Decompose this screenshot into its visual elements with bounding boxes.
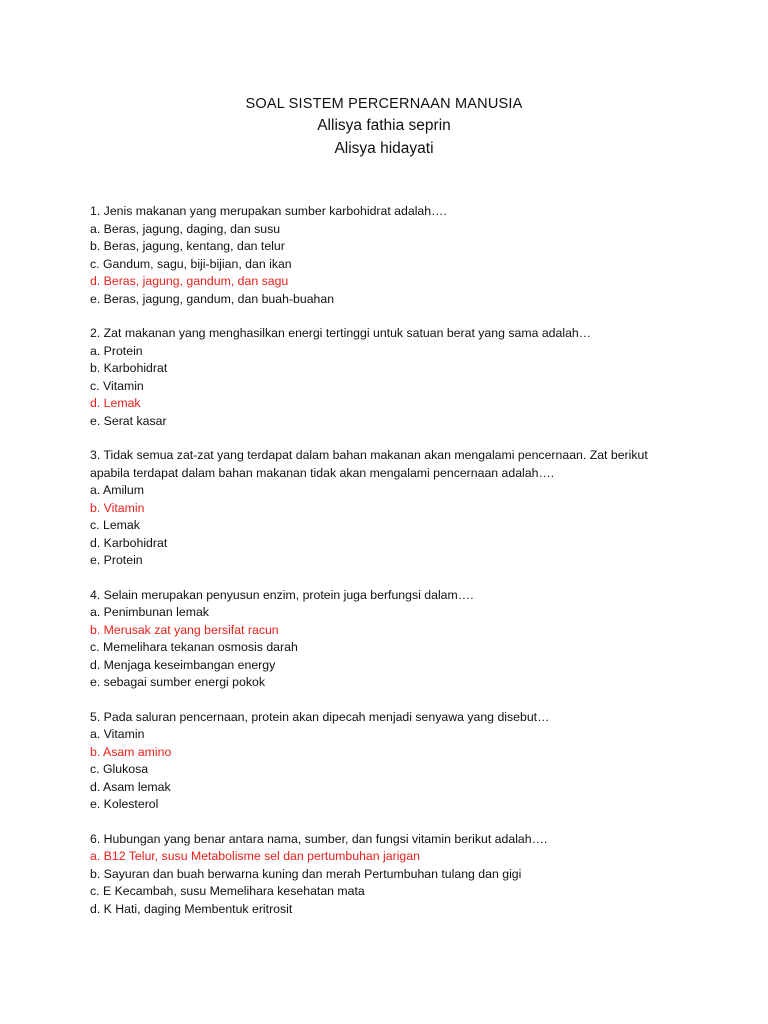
answer-option: b. Beras, jagung, kentang, dan telur bbox=[90, 239, 285, 253]
answer-option: c. Gandum, sagu, biji-bijian, dan ikan bbox=[90, 256, 292, 271]
answer-option: e. Kolesterol bbox=[90, 797, 159, 811]
answer-option: e. Serat kasar bbox=[90, 413, 167, 428]
question-stem: 4. Selain merupakan penyusun enzim, protein juga berfungsi dalam…. bbox=[90, 587, 474, 602]
answer-option: a. Protein bbox=[90, 343, 143, 358]
answer-option: c. Vitamin bbox=[90, 378, 144, 393]
question-6 bbox=[90, 831, 690, 919]
answer-option: a. Amilum bbox=[90, 483, 144, 497]
answer-option: a. Beras, jagung, daging, dan susu bbox=[90, 221, 281, 236]
answer-option: b. Karbohidrat bbox=[90, 361, 168, 375]
document-header bbox=[0, 94, 768, 160]
author-name: Allisya fathia seprin bbox=[317, 117, 451, 134]
author-name: Alisya hidayati bbox=[334, 140, 434, 157]
question-stem: 2. Zat makanan yang menghasilkan energi tertinggi untuk satuan berat yang sama adalah… bbox=[90, 326, 592, 340]
answer-option: d. Menjaga keseimbangan energy bbox=[90, 657, 276, 672]
document-title: SOAL SISTEM PERCERNAAN MANUSIA bbox=[245, 96, 523, 112]
question-stem: 3. Tidak semua zat-zat yang terdapat dalam bahan makanan akan mengalami pencernaan. Zat berikut apabila terdapat dalam bahan makanan tidak akan mengalami pencernaan adalah…. bbox=[90, 448, 648, 480]
question-stem: 5. Pada saluran pencernaan, protein akan dipecah menjadi senyawa yang disebut… bbox=[90, 709, 550, 724]
correct-answer-option: a. B12 Telur, susu Metabolisme sel dan pertumbuhan jarigan bbox=[90, 849, 420, 863]
answer-option: d. Karbohidrat bbox=[90, 535, 168, 550]
answer-option: d. Asam lemak bbox=[90, 779, 171, 794]
answer-option: c. E Kecambah, susu Memelihara kesehatan mata bbox=[90, 884, 365, 898]
correct-answer-option: b. Merusak zat yang bersifat racun bbox=[90, 622, 279, 637]
question-list bbox=[90, 203, 690, 935]
question-2 bbox=[90, 325, 690, 430]
correct-answer-option: d. Beras, jagung, gandum, dan sagu bbox=[90, 274, 289, 288]
correct-answer-option: b. Asam amino bbox=[90, 744, 172, 759]
question-5 bbox=[90, 709, 690, 814]
answer-option: d. K Hati, daging Membentuk eritrosit bbox=[90, 901, 293, 916]
question-stem: 6. Hubungan yang benar antara nama, sumber, dan fungsi vitamin berikut adalah…. bbox=[90, 831, 548, 846]
answer-option: a. Penimbunan lemak bbox=[90, 605, 209, 619]
answer-option: c. Glukosa bbox=[90, 762, 149, 776]
question-4 bbox=[90, 587, 690, 692]
answer-option: a. Vitamin bbox=[90, 727, 145, 741]
correct-answer-option: d. Lemak bbox=[90, 396, 141, 410]
answer-option: e. Protein bbox=[90, 553, 143, 567]
answer-option: c. Lemak bbox=[90, 518, 140, 532]
answer-option: b. Sayuran dan buah berwarna kuning dan merah Pertumbuhan tulang dan gigi bbox=[90, 866, 522, 881]
correct-answer-option: b. Vitamin bbox=[90, 500, 145, 515]
answer-option: e. Beras, jagung, gandum, dan buah-buahan bbox=[90, 291, 335, 306]
question-stem: 1. Jenis makanan yang merupakan sumber karbohidrat adalah…. bbox=[90, 204, 447, 218]
question-1 bbox=[90, 203, 690, 308]
question-3 bbox=[90, 447, 690, 570]
answer-option: e. sebagai sumber energi pokok bbox=[90, 675, 265, 689]
answer-option: c. Memelihara tekanan osmosis darah bbox=[90, 640, 298, 654]
